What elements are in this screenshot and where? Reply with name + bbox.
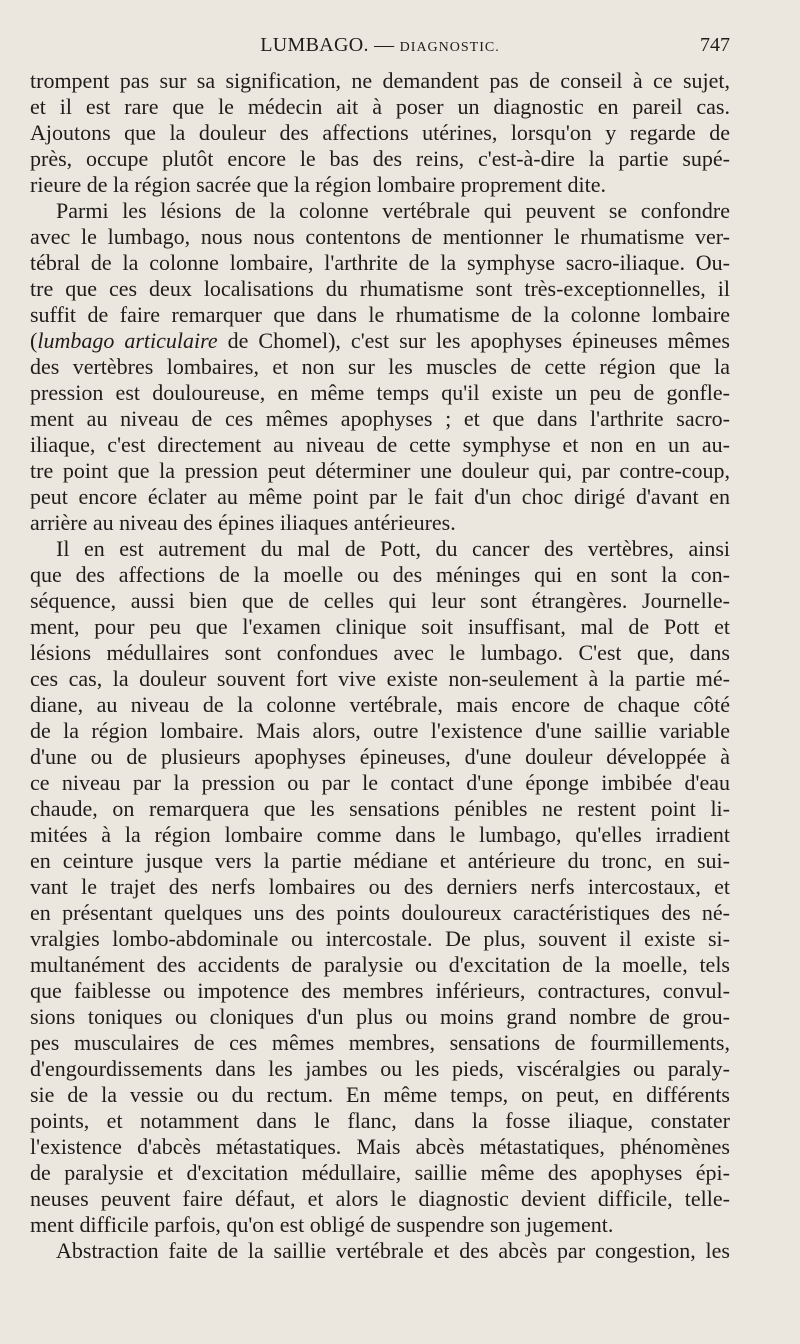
text-line: (lumbago articulaire de Chomel), c'est sur les apophyses épineuses mêmes	[30, 328, 730, 353]
running-title	[30, 34, 730, 57]
text-line: séquence, aussi bien que de celles qui leur sont étrangères. Journelle-	[30, 588, 730, 613]
text-line: peut encore éclater au même point par le fait d'un choc dirigé d'avant en	[30, 484, 730, 509]
text-line: suffit de faire remarquer que dans le rhumatisme de la colonne lombaire	[30, 302, 730, 327]
text-line: de paralysie et d'excitation médullaire, saillie même des apophyses épi-	[30, 1160, 730, 1185]
running-title-section: DIAGNOSTIC.	[399, 40, 500, 55]
text-line: iliaque, c'est directement au niveau de cette symphyse et non en un au-	[30, 432, 730, 457]
text-line: en présentant quelques uns des points douloureux caractéristiques des né-	[30, 900, 730, 925]
text-line: trompent pas sur sa signification, ne demandent pas de conseil à ce sujet,	[30, 68, 730, 93]
text-line: points, et notamment dans le flanc, dans la fosse iliaque, constater	[30, 1108, 730, 1133]
text-line: mitées à la région lombaire comme dans le lumbago, qu'elles irradient	[30, 822, 730, 847]
text-line: que des affections de la moelle ou des méninges qui en sont la con-	[30, 562, 730, 587]
text-line: vralgies lombo-abdominale ou intercostale. De plus, souvent il existe si-	[30, 926, 730, 951]
text-line: lésions médullaires sont confondues avec le lumbago. C'est que, dans	[30, 640, 730, 665]
text-line: Parmi les lésions de la colonne vertébrale qui peuvent se confondre	[56, 198, 730, 223]
text-line: tre point que la pression peut déterminer une douleur qui, par contre-coup,	[30, 458, 730, 483]
text-line: des vertèbres lombaires, et non sur les muscles de cette région que la	[30, 354, 730, 379]
paragraph	[30, 1238, 730, 1264]
running-title-main: LUMBAGO.	[260, 34, 369, 56]
text-line: l'existence d'abcès métastatiques. Mais abcès métastatiques, phénomènes	[30, 1134, 730, 1159]
page-header	[30, 34, 730, 60]
text-line: pression est douloureuse, en même temps qu'il existe un peu de gonfle-	[30, 380, 730, 405]
text-line: pes musculaires de ces mêmes membres, sensations de fourmillements,	[30, 1030, 730, 1055]
text-line: ment au niveau de ces mêmes apophyses ; et que dans l'arthrite sacro-	[30, 406, 730, 431]
text-line: Ajoutons que la douleur des affections utérines, lorsqu'on y regarde de	[30, 120, 730, 145]
text-line: rieure de la région sacrée que la région lombaire proprement dite.	[30, 172, 607, 197]
text-line: ce niveau par la pression ou par le contact d'une éponge imbibée d'eau	[30, 770, 730, 795]
text-line: multanément des accidents de paralysie ou d'excitation de la moelle, tels	[30, 952, 730, 977]
text-line: arrière au niveau des épines iliaques antérieures.	[30, 510, 456, 535]
paragraph	[30, 198, 730, 536]
text-line: vant le trajet des nerfs lombaires ou des derniers nerfs intercostaux, et	[30, 874, 730, 899]
text-line: neuses peuvent faire défaut, et alors le diagnostic devient difficile, telle-	[30, 1186, 730, 1211]
text-line: tébral de la colonne lombaire, l'arthrite de la symphyse sacro-iliaque. Ou-	[30, 250, 730, 275]
text-line: diane, au niveau de la colonne vertébrale, mais encore de chaque côté	[30, 692, 730, 717]
text-line: que faiblesse ou impotence des membres inférieurs, contractures, convul-	[30, 978, 730, 1003]
text-line: d'engourdissements dans les jambes ou les pieds, viscéralgies ou paraly-	[30, 1056, 730, 1081]
paragraph	[30, 68, 730, 198]
text-line: chaude, on remarquera que les sensations pénibles ne restent point li-	[30, 796, 730, 821]
body-text	[30, 68, 730, 1264]
running-title-separator: —	[368, 34, 400, 56]
text-line: sions toniques ou cloniques d'un plus ou moins grand nombre de grou-	[30, 1004, 730, 1029]
text-line: près, occupe plutôt encore le bas des reins, c'est-à-dire la partie supé-	[30, 146, 730, 171]
text-line: Il en est autrement du mal de Pott, du cancer des vertèbres, ainsi	[56, 536, 730, 561]
text-line: en ceinture jusque vers la partie médiane et antérieure du tronc, en sui-	[30, 848, 730, 873]
page-number: 747	[700, 34, 730, 56]
text-line: avec le lumbago, nous nous contentons de mentionner le rhumatisme ver-	[30, 224, 730, 249]
text-line: d'une ou de plusieurs apophyses épineuses, d'une douleur développée à	[30, 744, 730, 769]
italic-phrase: lumbago articulaire	[37, 328, 218, 353]
text-line: et il est rare que le médecin ait à poser un diagnostic en pareil cas.	[30, 94, 730, 119]
text-line: ment difficile parfois, qu'on est obligé de suspendre son jugement.	[30, 1212, 614, 1237]
paragraph	[30, 536, 730, 1238]
text-line: ces cas, la douleur souvent fort vive existe non-seulement à la partie mé-	[30, 666, 730, 691]
text-line: de la région lombaire. Mais alors, outre l'existence d'une saillie variable	[30, 718, 730, 743]
text-line: ment, pour peu que l'examen clinique soit insuffisant, mal de Pott et	[30, 614, 730, 639]
text-line: Abstraction faite de la saillie vertébrale et des abcès par congestion, les	[56, 1238, 730, 1263]
text-line: sie de la vessie ou du rectum. En même temps, on peut, en différents	[30, 1082, 730, 1107]
text-line: tre que ces deux localisations du rhumatisme sont très-exceptionnelles, il	[30, 276, 730, 301]
